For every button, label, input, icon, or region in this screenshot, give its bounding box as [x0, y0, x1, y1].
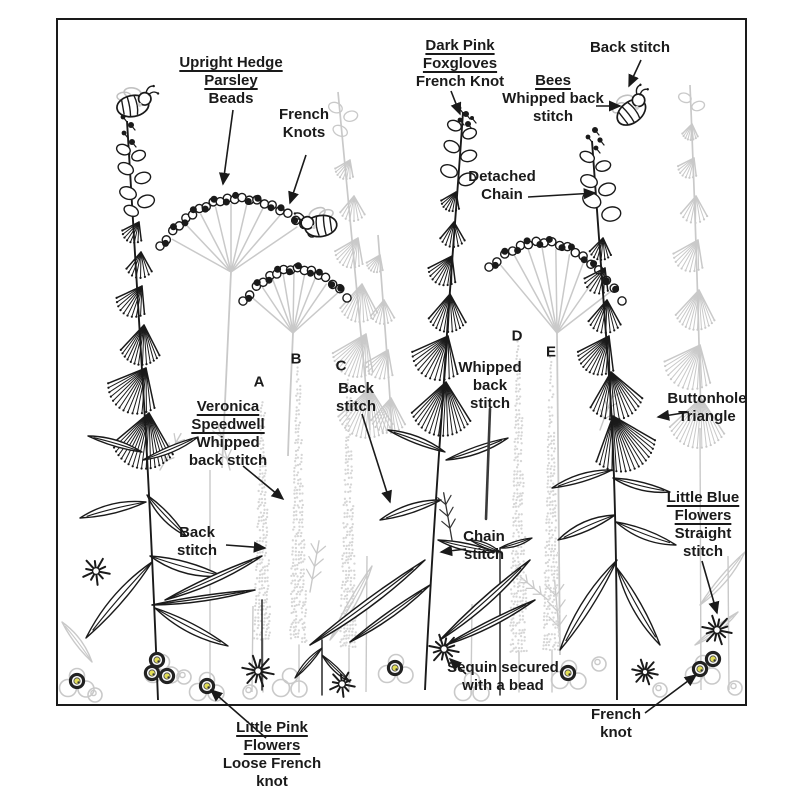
label-french-knots: French Knots: [278, 106, 329, 141]
label-upright-hedge-parsley: [171, 54, 291, 108]
label-little-blue-flowers: Little Blue Flowers Straight stitch: [666, 489, 740, 560]
label-whipped-back-stitch-mid: Whipped back stitch: [458, 359, 522, 412]
label-back-stitch-left: Back stitch: [176, 524, 217, 559]
label-dark-pink-foxgloves: Dark Pink Foxgloves French Knot: [415, 37, 505, 90]
label-back-stitch-c: Back stitch: [335, 380, 376, 415]
label-little-pink-flowers: Little Pink Flowers Loose French knot: [222, 719, 322, 790]
plant-letter-e: E: [545, 343, 557, 361]
label-bees: Bees Whipped back stitch: [502, 72, 604, 125]
label-title: Upright Hedge Parsley: [179, 54, 283, 89]
plant-letter-d: D: [511, 327, 523, 345]
label-back-stitch-top: Back stitch: [589, 39, 671, 56]
plant-letter-b: B: [290, 350, 302, 368]
plant-letter-c: C: [335, 357, 347, 375]
label-chain-stitch: Chain stitch: [463, 528, 505, 563]
label-sub: Beads: [208, 90, 254, 107]
label-french-knot-bottom: French knot: [590, 706, 641, 741]
label-buttonhole-triangle: Buttonhole Triangle: [667, 390, 747, 425]
label-sequin-bead: Sequin secured with a bead: [447, 659, 559, 694]
plant-letter-a: A: [253, 373, 265, 391]
label-veronica-speedwell: Veronica Speedwell Whipped back stitch: [188, 398, 268, 469]
label-detached-chain: Detached Chain: [468, 168, 536, 203]
